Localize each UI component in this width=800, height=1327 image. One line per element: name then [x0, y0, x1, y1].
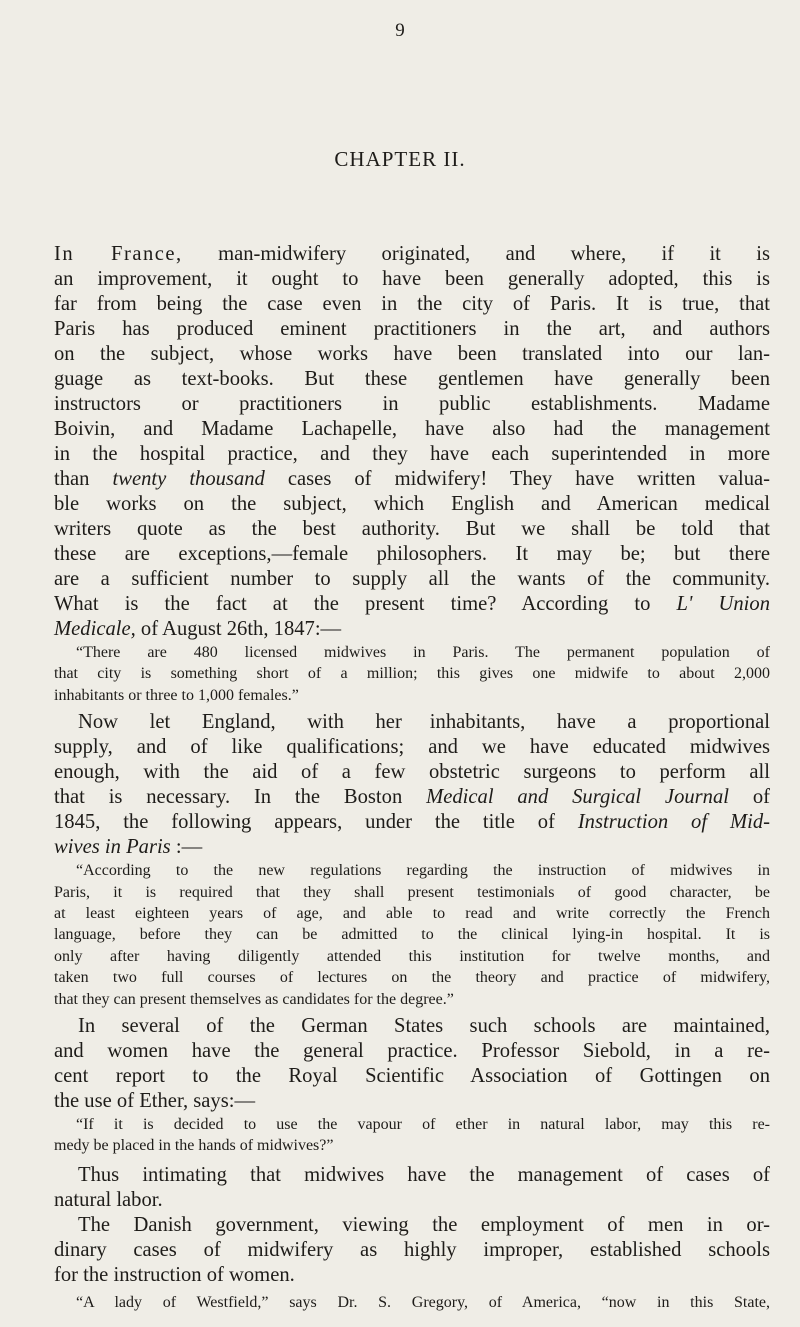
text-line: supply, and of like qualifications; and we have educated midwives — [54, 736, 770, 759]
text-line: these are exceptions,—female philosophers. It may be; but there — [54, 543, 770, 565]
text-line: far from being the case even in the city of Paris. It is true, that — [54, 293, 770, 315]
quote-line: at least eighteen years of age, and able to read and write correctly the French — [54, 905, 770, 923]
article-title: Instruction of Mid- — [577, 811, 770, 834]
text-line: guage as text-books. But these gentlemen have generally been — [54, 368, 770, 390]
quote-line: that they can present themselves as candidates for the degree.” — [54, 990, 454, 1008]
text-line: Boivin, and Madame Lachapelle, have also had the management — [54, 418, 770, 440]
text-line: dinary cases of midwifery as highly improper, established schools — [54, 1238, 770, 1261]
article-title: wives in Paris — [54, 836, 171, 859]
text-span: man-midwifery originated, and where, if it is — [218, 243, 771, 265]
text-span: :— — [175, 836, 203, 859]
opening-words: In France, — [54, 243, 183, 265]
text-line: natural labor. — [54, 1188, 163, 1211]
quote-line: “If it is decided to use the vapour of ether in natural labor, may this re- — [76, 1116, 770, 1134]
text-line: cent report to the Royal Scientific Association of Gottingen on — [54, 1065, 770, 1088]
quote-line: medy be placed in the hands of midwives?” — [54, 1137, 334, 1155]
text-span: that is necessary. — [54, 786, 231, 809]
text-line — [54, 467, 770, 492]
text-line: Thus intimating that midwives have the management of cases of — [78, 1163, 770, 1186]
text-line — [54, 242, 770, 267]
paragraph-2 — [54, 710, 770, 860]
page-number: 9 — [395, 20, 405, 41]
text-line — [54, 785, 770, 810]
text-span: of — [752, 786, 770, 809]
quote-line: “According to the new regulations regarding the instruction of midwives in — [76, 862, 770, 880]
body-text — [54, 242, 770, 1313]
quotation-1 — [54, 642, 770, 706]
quotation-4 — [54, 1292, 770, 1313]
text-line: The Danish government, viewing the employment of men in or- — [78, 1213, 770, 1236]
paragraph-5 — [54, 1213, 770, 1288]
chapter-heading: CHAPTER II. — [334, 147, 466, 171]
text-line: In several of the German States such schools are maintained, — [78, 1015, 770, 1038]
quote-line: inhabitants or three to 1,000 females.” — [54, 686, 299, 704]
emphasis: twenty thousand — [112, 468, 265, 490]
text-line: and women have the general practice. Professor Siebold, in a re- — [54, 1040, 770, 1063]
text-line — [54, 710, 770, 735]
paragraph-3 — [54, 1014, 770, 1114]
text-line: instructors or practitioners in public establishments. Madame — [54, 393, 770, 415]
text-span: 1845, the following appears, under the title of — [54, 811, 555, 834]
quote-line: language, before they can be admitted to the clinical lying-in hospital. It is — [54, 926, 770, 944]
quote-line: that city is something short of a million; this gives one midwife to about 2,000 — [54, 665, 770, 683]
text-line: ble works on the subject, which English and American medical — [54, 493, 770, 515]
quote-line: Paris, it is required that they shall present testimonials of good character, be — [54, 883, 770, 901]
quotation-3 — [54, 1114, 770, 1157]
text-line: an improvement, it ought to have been generally adopted, this is — [54, 268, 770, 290]
paragraph-1 — [54, 242, 770, 642]
text-span: inhabitants, have a proportional — [429, 711, 770, 734]
quote-line: only after having diligently attended this institution for twelve months, and — [54, 947, 770, 965]
text-line: writers quote as the best authority. But we shall be told that — [54, 518, 770, 540]
text-line: are a sufficient number to supply all the wants of the community. — [54, 568, 770, 590]
text-line — [54, 617, 770, 642]
journal-title: Medical and Surgical Journal — [426, 786, 729, 809]
text-line — [54, 592, 770, 617]
text-line: on the subject, whose works have been translated into our lan- — [54, 343, 770, 365]
quote-line: “A lady of Westfield,” says Dr. S. Gregory, of America, “now in this State, — [76, 1293, 770, 1311]
quotation-2 — [54, 860, 770, 1010]
text-span: than — [54, 468, 90, 490]
text-span: In the Boston — [253, 786, 403, 809]
quote-line: taken two full courses of lectures on the theory and practice of midwifery, — [54, 969, 770, 987]
text-span: cases of midwifery! They have written valua- — [287, 468, 770, 490]
journal-title: L' Union — [676, 593, 770, 615]
text-line: in the hospital practice, and they have each superintended in more — [54, 443, 770, 465]
text-line: the use of Ether, says:— — [54, 1090, 256, 1113]
text-line — [54, 810, 770, 835]
text-span: of August 26th, 1847:— — [140, 618, 342, 640]
journal-title: Medicale, — [54, 618, 136, 640]
text-line: for the instruction of women. — [54, 1263, 295, 1286]
text-line — [54, 835, 770, 860]
text-span: Now let England, with her — [78, 711, 402, 734]
text-line: enough, with the aid of a few obstetric surgeons to perform all — [54, 761, 770, 784]
text-span: What is the fact at the present time? According to — [54, 593, 651, 615]
text-line: Paris has produced eminent practitioners in the art, and authors — [54, 318, 770, 340]
quote-line: “There are 480 licensed midwives in Paris. The permanent population of — [76, 644, 770, 661]
paragraph-4 — [54, 1163, 770, 1213]
